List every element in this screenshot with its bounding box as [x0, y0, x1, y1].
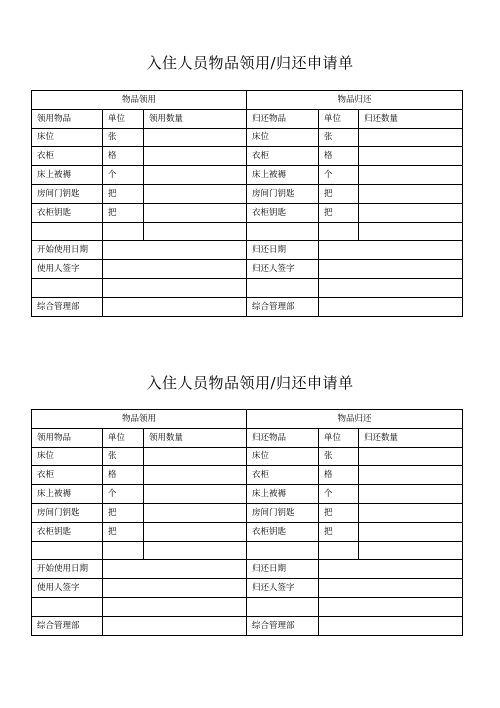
col-return-unit: 单位	[319, 428, 359, 447]
user-sign-label: 使用人签字	[32, 260, 103, 279]
return-item-name: 房间门钥匙	[247, 184, 319, 203]
blank-cell[interactable]	[32, 597, 103, 616]
returner-sign-field[interactable]	[319, 579, 463, 598]
return-item-unit: 把	[319, 503, 359, 522]
col-issue-unit: 单位	[103, 428, 144, 447]
table-row	[32, 203, 463, 222]
issue-qty-cell[interactable]	[144, 166, 247, 185]
return-qty-cell[interactable]	[359, 166, 463, 185]
blank-cell[interactable]	[103, 278, 247, 297]
blank-cell[interactable]	[247, 278, 319, 297]
table-row	[32, 522, 463, 541]
return-date-field[interactable]	[319, 560, 463, 579]
table-row	[32, 466, 463, 485]
return-item-name: 房间门钥匙	[247, 503, 319, 522]
col-issue-qty: 领用数量	[144, 428, 247, 447]
blank-row	[32, 222, 463, 241]
column-header-row	[32, 109, 463, 128]
start-date-field[interactable]	[103, 560, 247, 579]
blank-cell[interactable]	[103, 597, 247, 616]
table-row	[32, 147, 463, 166]
col-return-unit: 单位	[319, 109, 359, 128]
user-sign-label: 使用人签字	[32, 579, 103, 598]
user-sign-field[interactable]	[103, 579, 247, 598]
return-item-unit: 格	[319, 466, 359, 485]
admin-dept-label: 综合管理部	[32, 616, 103, 635]
admin-dept-field[interactable]	[319, 616, 463, 635]
request-form-table	[31, 90, 463, 317]
signature-row	[32, 579, 463, 598]
issue-item-name: 衣柜钥匙	[32, 522, 103, 541]
col-issue-qty: 领用数量	[144, 109, 247, 128]
blank-cell[interactable]	[319, 541, 359, 560]
table-row	[32, 128, 463, 147]
return-qty-cell[interactable]	[359, 485, 463, 504]
return-qty-cell[interactable]	[359, 503, 463, 522]
issue-item-unit: 把	[103, 184, 144, 203]
issue-item-name: 衣柜	[32, 466, 103, 485]
form-title: 入住人员物品领用/归还申请单	[146, 374, 354, 392]
blank-cell[interactable]	[144, 222, 247, 241]
return-qty-cell[interactable]	[359, 522, 463, 541]
issue-item-unit: 把	[103, 503, 144, 522]
admin-dept-field[interactable]	[319, 297, 463, 316]
return-item-unit: 个	[319, 485, 359, 504]
issue-item-name: 衣柜钥匙	[32, 203, 103, 222]
return-qty-cell[interactable]	[359, 147, 463, 166]
issue-section-header: 物品领用	[32, 410, 247, 429]
blank-cell[interactable]	[319, 222, 359, 241]
issue-qty-cell[interactable]	[144, 466, 247, 485]
return-date-field[interactable]	[319, 241, 463, 260]
admin-dept-label: 综合管理部	[247, 616, 319, 635]
issue-qty-cell[interactable]	[144, 203, 247, 222]
table-row	[32, 503, 463, 522]
col-issue-item: 领用物品	[32, 109, 103, 128]
return-item-unit: 张	[319, 128, 359, 147]
section-header-row	[32, 410, 463, 429]
date-row	[32, 560, 463, 579]
return-item-name: 衣柜	[247, 147, 319, 166]
issue-item-unit: 把	[103, 522, 144, 541]
return-item-name: 衣柜钥匙	[247, 522, 319, 541]
return-item-unit: 把	[319, 184, 359, 203]
user-sign-field[interactable]	[103, 260, 247, 279]
col-return-qty: 归还数量	[359, 109, 463, 128]
table-row	[32, 485, 463, 504]
issue-item-name: 房间门钥匙	[32, 503, 103, 522]
issue-item-name: 床上被褥	[32, 485, 103, 504]
blank-cell[interactable]	[32, 222, 103, 241]
issue-qty-cell[interactable]	[144, 485, 247, 504]
issue-item-unit: 格	[103, 466, 144, 485]
date-row	[32, 241, 463, 260]
blank-cell[interactable]	[319, 278, 463, 297]
issue-item-unit: 张	[103, 128, 144, 147]
blank-cell[interactable]	[103, 222, 144, 241]
issue-item-unit: 个	[103, 166, 144, 185]
admin-dept-label: 综合管理部	[32, 297, 103, 316]
issue-qty-cell[interactable]	[144, 522, 247, 541]
return-item-name: 床位	[247, 128, 319, 147]
return-date-label: 归还日期	[247, 241, 319, 260]
issue-qty-cell[interactable]	[144, 184, 247, 203]
return-item-unit: 张	[319, 447, 359, 466]
table-row	[32, 166, 463, 185]
admin-row	[32, 297, 463, 316]
returner-sign-label: 归还人签字	[247, 260, 319, 279]
return-qty-cell[interactable]	[359, 184, 463, 203]
issue-qty-cell[interactable]	[144, 447, 247, 466]
blank-cell[interactable]	[144, 541, 247, 560]
admin-dept-label: 综合管理部	[247, 297, 319, 316]
return-item-name: 床上被褥	[247, 485, 319, 504]
start-date-label: 开始使用日期	[32, 560, 103, 579]
admin-row	[32, 616, 463, 635]
blank-cell[interactable]	[359, 222, 463, 241]
issue-section-header: 物品领用	[32, 91, 247, 110]
col-return-item: 归还物品	[247, 109, 319, 128]
issue-qty-cell[interactable]	[144, 147, 247, 166]
return-item-name: 床位	[247, 447, 319, 466]
issue-item-name: 房间门钥匙	[32, 184, 103, 203]
admin-dept-field[interactable]	[103, 297, 247, 316]
blank-cell[interactable]	[32, 541, 103, 560]
start-date-field[interactable]	[103, 241, 247, 260]
issue-item-unit: 把	[103, 203, 144, 222]
col-return-item: 归还物品	[247, 428, 319, 447]
blank-row	[32, 541, 463, 560]
return-item-name: 衣柜	[247, 466, 319, 485]
column-header-row	[32, 428, 463, 447]
start-date-label: 开始使用日期	[32, 241, 103, 260]
admin-dept-field[interactable]	[103, 616, 247, 635]
returner-sign-field[interactable]	[319, 260, 463, 279]
issue-item-name: 衣柜	[32, 147, 103, 166]
return-qty-cell[interactable]	[359, 466, 463, 485]
blank-cell[interactable]	[319, 597, 463, 616]
table-row	[32, 184, 463, 203]
signature-row	[32, 260, 463, 279]
return-item-unit: 把	[319, 203, 359, 222]
form-title: 入住人员物品领用/归还申请单	[146, 54, 354, 72]
return-item-unit: 个	[319, 166, 359, 185]
return-item-unit: 把	[319, 522, 359, 541]
return-qty-cell[interactable]	[359, 203, 463, 222]
return-section-header: 物品归还	[247, 91, 463, 110]
blank-cell[interactable]	[247, 222, 319, 241]
blank-cell[interactable]	[103, 541, 144, 560]
return-item-unit: 格	[319, 147, 359, 166]
col-return-qty: 归还数量	[359, 428, 463, 447]
issue-qty-cell[interactable]	[144, 503, 247, 522]
return-item-name: 衣柜钥匙	[247, 203, 319, 222]
issue-item-name: 床位	[32, 128, 103, 147]
blank-row	[32, 597, 463, 616]
issue-item-unit: 个	[103, 485, 144, 504]
blank-cell[interactable]	[247, 541, 319, 560]
request-form-table	[31, 409, 463, 636]
issue-item-name: 床上被褥	[32, 166, 103, 185]
issue-item-unit: 张	[103, 447, 144, 466]
blank-cell[interactable]	[247, 597, 319, 616]
blank-cell[interactable]	[359, 541, 463, 560]
returner-sign-label: 归还人签字	[247, 579, 319, 598]
return-qty-cell[interactable]	[359, 128, 463, 147]
issue-item-name: 床位	[32, 447, 103, 466]
blank-row	[32, 278, 463, 297]
return-date-label: 归还日期	[247, 560, 319, 579]
blank-cell[interactable]	[32, 278, 103, 297]
issue-item-unit: 格	[103, 147, 144, 166]
issue-qty-cell[interactable]	[144, 128, 247, 147]
section-header-row	[32, 91, 463, 110]
return-item-name: 床上被褥	[247, 166, 319, 185]
col-issue-item: 领用物品	[32, 428, 103, 447]
return-qty-cell[interactable]	[359, 447, 463, 466]
return-section-header: 物品归还	[247, 410, 463, 429]
table-row	[32, 447, 463, 466]
col-issue-unit: 单位	[103, 109, 144, 128]
